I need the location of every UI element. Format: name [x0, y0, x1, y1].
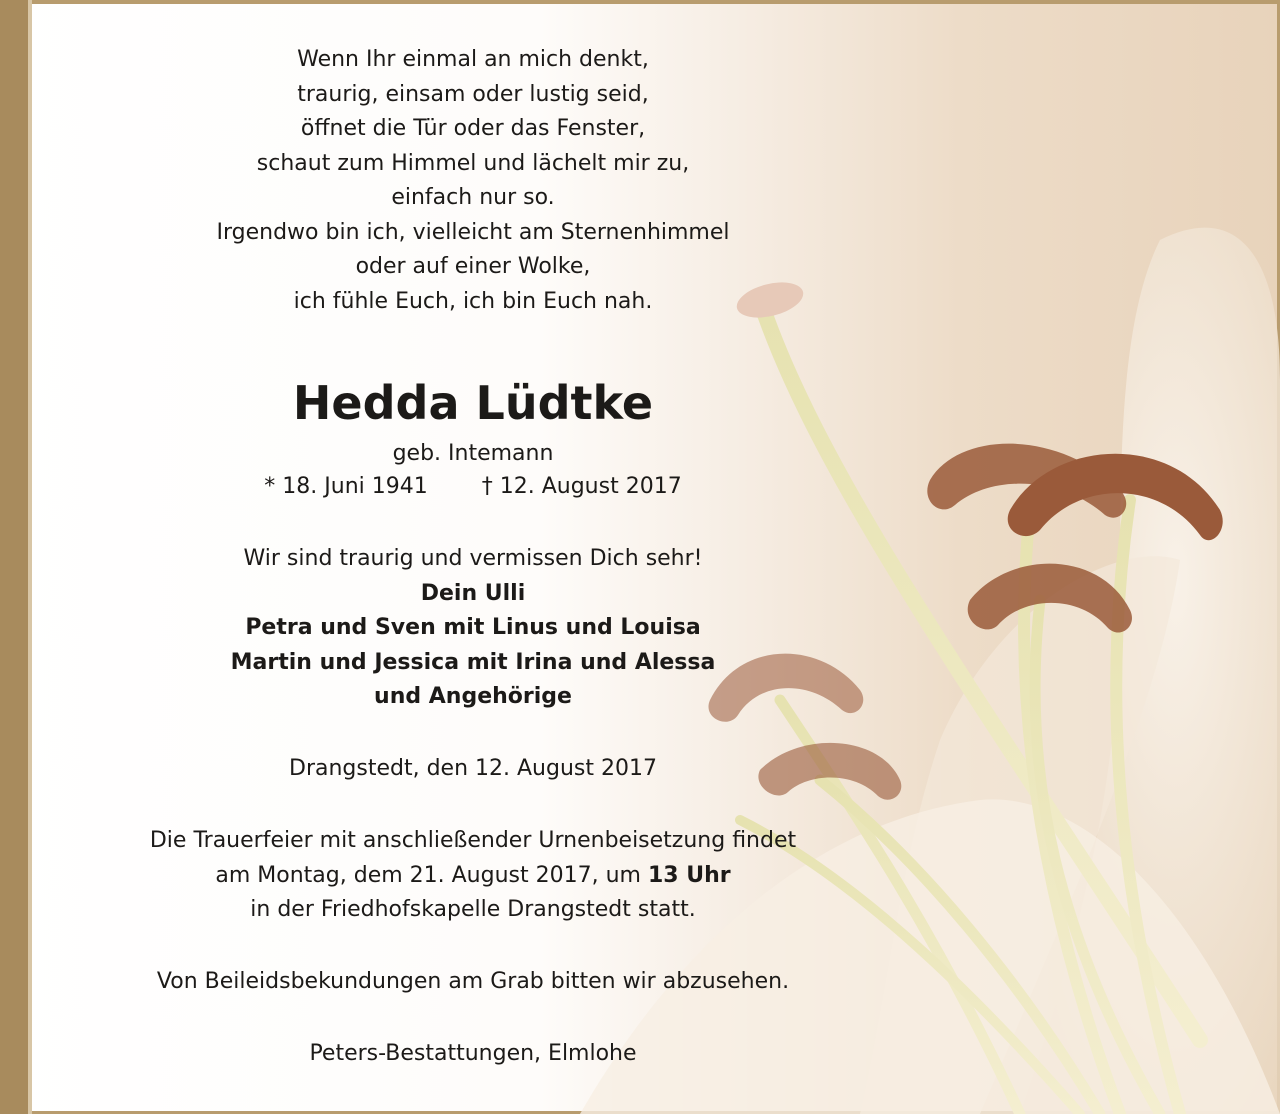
poem-line: oder auf einer Wolke, — [355, 254, 591, 279]
mourner-line: Martin und Jessica mit Irina und Alessa — [230, 649, 716, 675]
funeral-service-info — [40, 824, 906, 928]
condolence-note — [40, 965, 906, 1000]
place-date — [40, 752, 906, 787]
poem-line: ich fühle Euch, ich bin Euch nah. — [293, 288, 653, 314]
mourners-message: Wir sind traurig und vermissen Dich sehr! — [243, 546, 703, 571]
poem-line: einfach nur so. — [391, 185, 555, 210]
deceased-name: Hedda Lüdtke — [292, 376, 654, 430]
birth-name — [40, 437, 906, 472]
mourner-line: und Angehörige — [374, 684, 572, 709]
mourner-line: Petra und Sven mit Linus und Louisa — [245, 615, 701, 640]
funeral-home-name: Peters-Bestattungen, Elmlohe — [309, 1041, 637, 1066]
funeral-home — [40, 1037, 906, 1072]
frame-top-border — [0, 0, 1280, 4]
service-line: Die Trauerfeier mit anschließender Urnenbeisetzung findet — [149, 828, 797, 853]
poem-line: Wenn Ihr einmal an mich denkt, — [297, 47, 649, 72]
mourner-line: Dein Ulli — [420, 580, 526, 606]
frame-left-border — [0, 0, 28, 1114]
birth-date: * 18. Juni 1941 — [264, 474, 428, 499]
poem-line: schaut zum Himmel und lächelt mir zu, — [256, 150, 690, 176]
service-line: in der Friedhofskapelle Drangstedt statt. — [250, 897, 696, 922]
poem — [40, 43, 906, 319]
birth-name-text: geb. Intemann — [392, 441, 554, 466]
poem-line: Irgendwo bin ich, vielleicht am Sternenhimmel — [216, 219, 730, 245]
life-dates — [40, 470, 906, 505]
condolence-note-text: Von Beileidsbekundungen am Grab bitten wir abzusehen. — [156, 969, 790, 994]
service-time: 13 Uhr — [647, 862, 731, 888]
place-date-text: Drangstedt, den 12. August 2017 — [289, 756, 657, 781]
death-date: † 12. August 2017 — [481, 474, 682, 499]
service-line — [40, 859, 906, 894]
poem-line: öffnet die Tür oder das Fenster, — [300, 116, 646, 141]
poem-line: traurig, einsam oder lustig seid, — [297, 81, 649, 107]
service-date-text: am Montag, dem 21. August 2017, um — [215, 862, 648, 888]
mourners-block — [40, 542, 906, 715]
